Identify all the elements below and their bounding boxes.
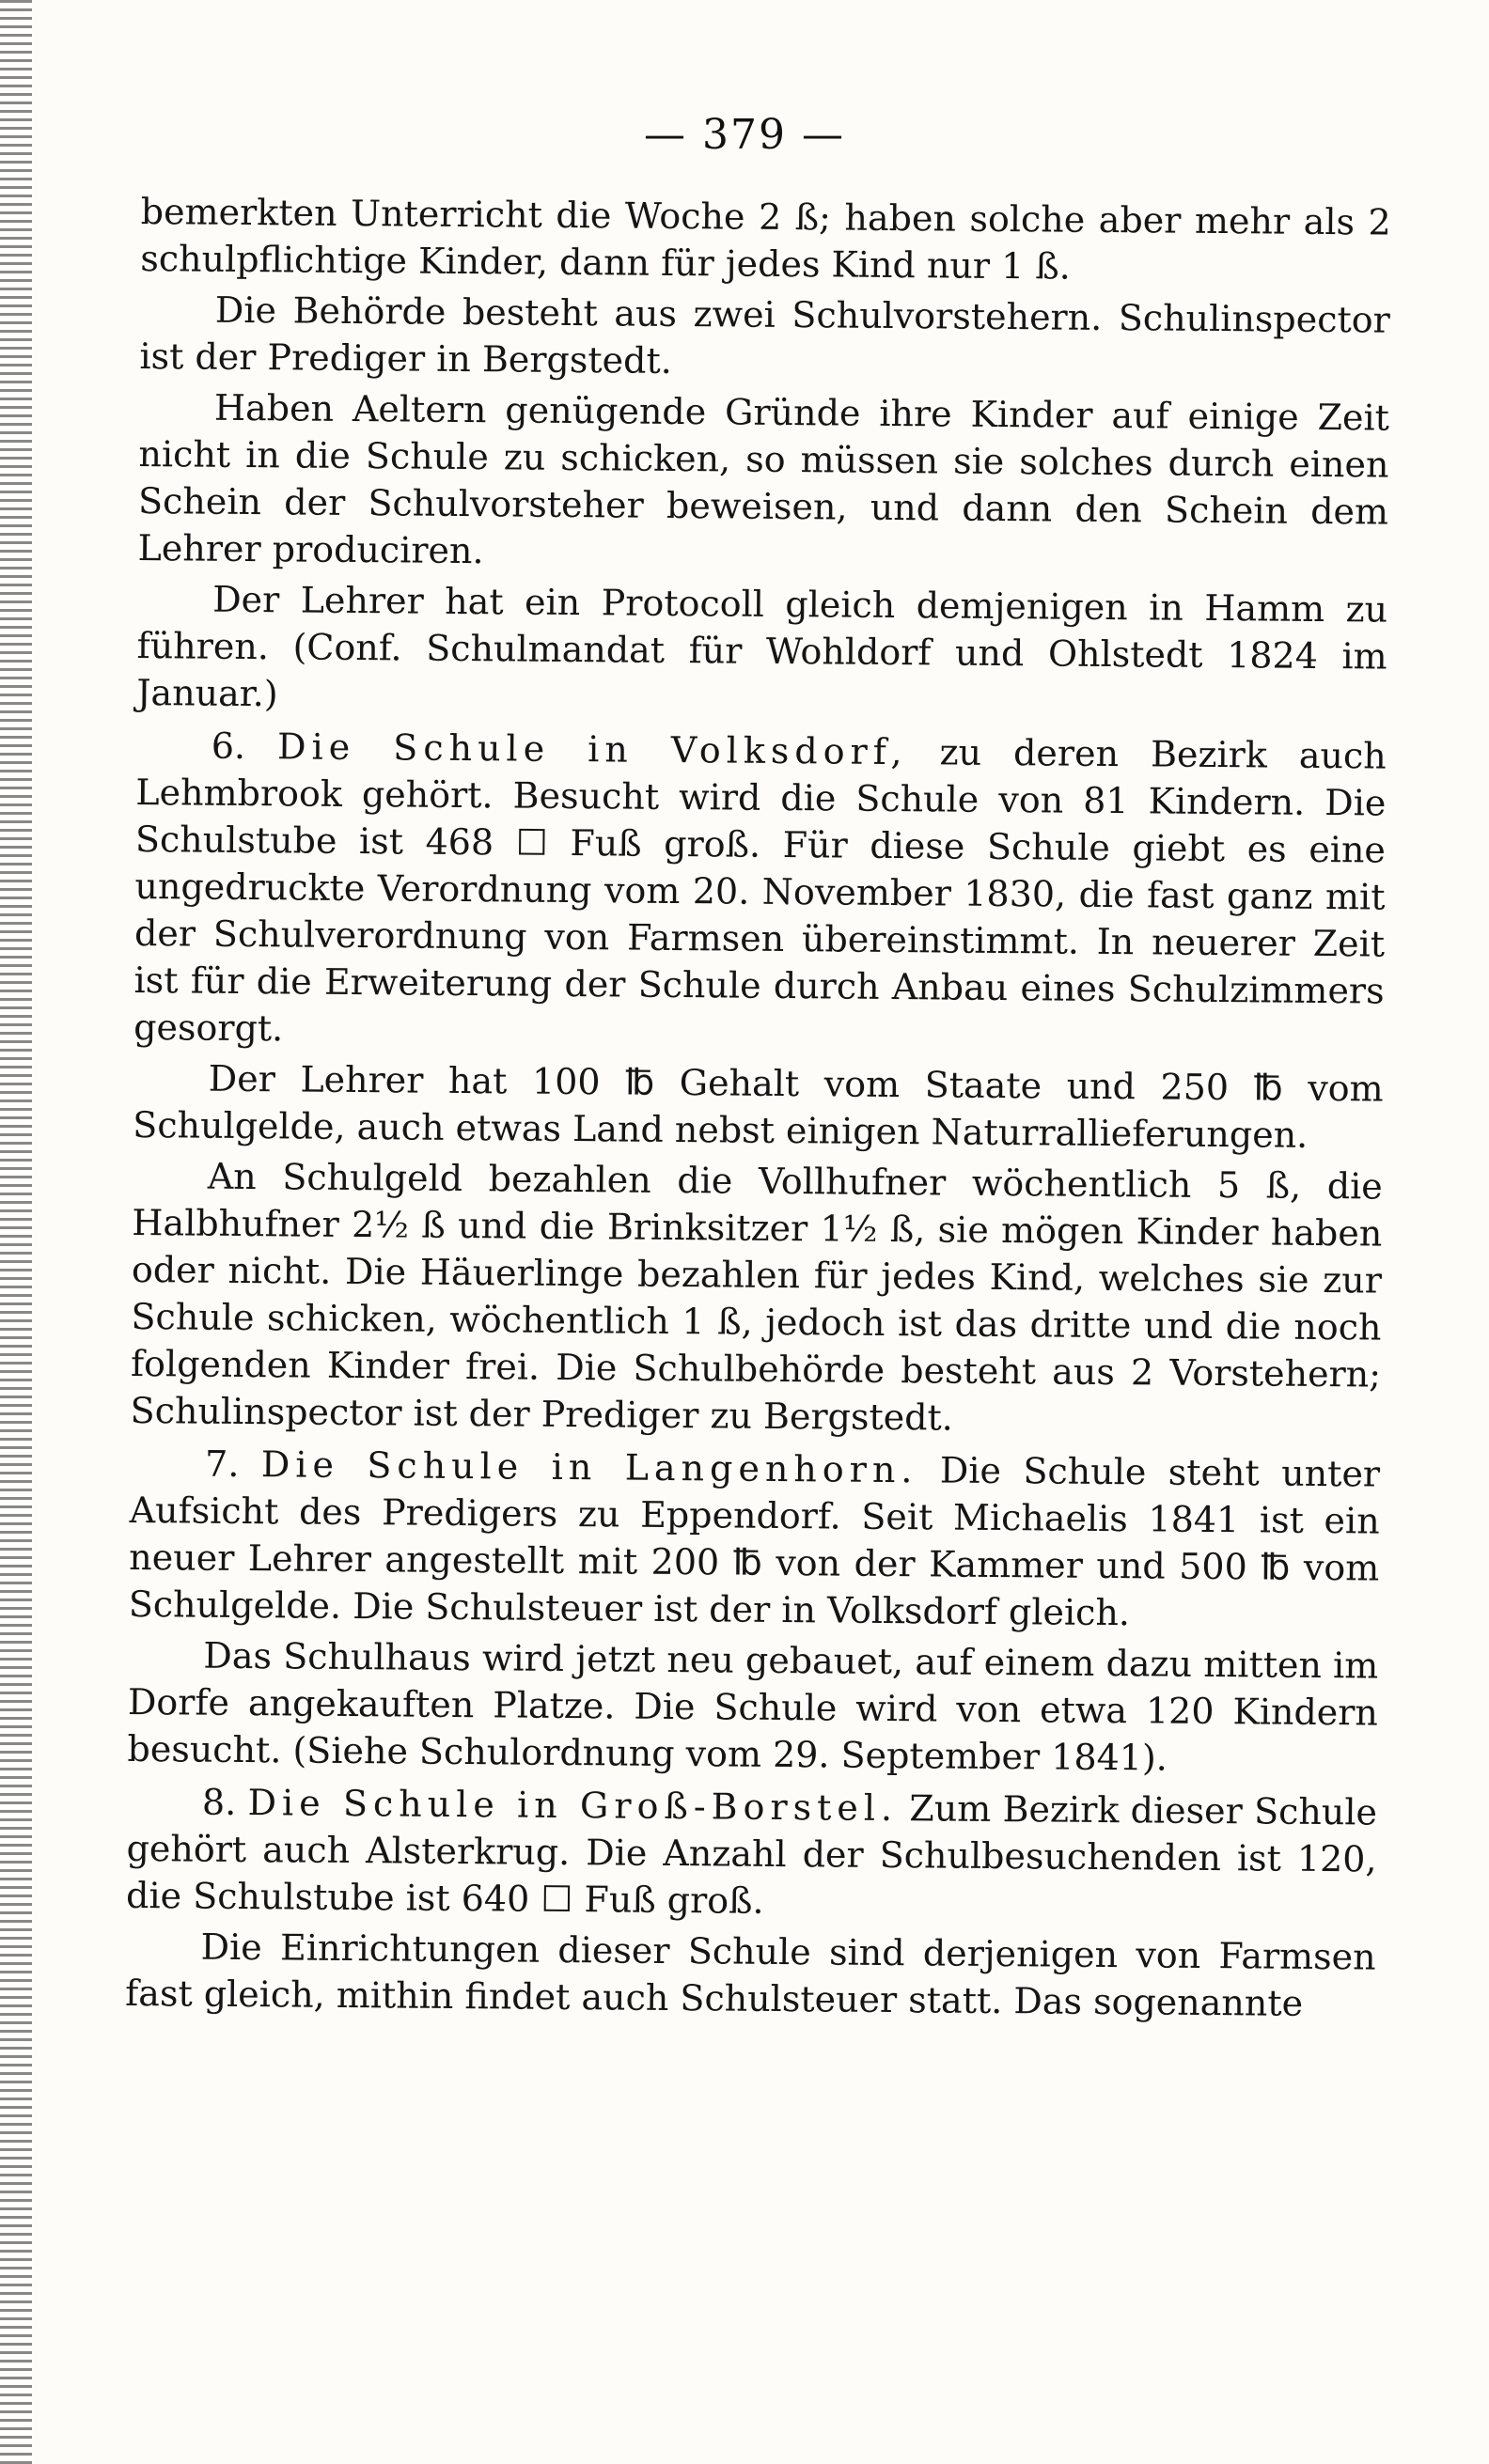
paragraph: Die Behörde besteht aus zwei Schulvorstehern. Schulinspector ist der Prediger in Bergstedt. xyxy=(139,289,1391,382)
section-heading: Die Schule in Langenhorn. xyxy=(260,1443,918,1491)
section-8 xyxy=(126,1778,1377,1930)
paragraph: An Schulgeld bezahlen die Vollhufner wöchentlich 5 ß, die Halbhufner 2½ ß und die Brinksitzer 1½ ß, sie mögen Kinder haben oder nicht. Die Häuerlinge bezahlen für jedes Kind, welches sie zur Schule schicken, wöchentlich 1 ß, jedoch ist das dritte und die noch folgenden Kinder frei. Die Schulbehörde besteht aus 2 Vorstehern; Schulinspector ist der Prediger zu Bergstedt. xyxy=(130,1155,1383,1439)
section-heading: Die Schule in Volksdorf, xyxy=(276,725,908,773)
body-text xyxy=(125,188,1391,2032)
paragraph: bemerkten Unterricht die Woche 2 ß; haben solche aber mehr als 2 schulpflichtige Kinder, dann für jedes Kind nur 1 ß. xyxy=(140,190,1391,288)
paragraph: Die Einrichtungen dieser Schule sind derjenigen von Farmsen fast gleich, mithin findet auch Schulsteuer statt. Das sogenannte xyxy=(125,1926,1376,2024)
section-number: 7. xyxy=(204,1443,240,1485)
section-number: 8. xyxy=(201,1781,237,1823)
section-6 xyxy=(133,722,1387,1062)
paragraph: Der Lehrer hat 100 ℔ Gehalt vom Staate und 250 ℔ vom Schulgelde, auch etwas Land nebst einigen Naturrallieferungen. xyxy=(133,1057,1384,1156)
section-text: zu deren Bezirk auch Lehmbrook gehört. Besucht wird die Schule von 81 Kindern. Die Schulstube ist 468 ☐ Fuß groß. Für diese Schule giebt es eine ungedruckte Verordnung vom 20. November 1830, die fast ganz mit der Schulverordnung von Farmsen übereinstimmt. In neuerer Zeit ist für die Erweiterung der Schule durch Anbau eines Schulzimmers gesorgt. xyxy=(133,731,1387,1050)
page-number: — 379 — xyxy=(644,111,845,159)
paragraph: Haben Aeltern genügende Gründe ihre Kinder auf einige Zeit nicht in die Schule zu schicken, so müssen sie solches durch einen Schein der Schulvorsteher beweisen, und dann den Schein dem Lehrer produciren. xyxy=(137,386,1390,572)
section-number: 6. xyxy=(211,725,246,767)
paragraph: Der Lehrer hat ein Protocoll gleich demjenigen in Hamm zu führen. (Conf. Schulmandat für Wohldorf und Ohlstedt 1824 im Januar.) xyxy=(136,578,1388,715)
section-7 xyxy=(129,1440,1381,1639)
section-text: Die Schule steht unter Aufsicht des Predigers zu Eppendorf. Seit Michaelis 1841 ist ein neuer Lehrer angestellt mit 200 ℔ von der Kammer und 500 ℔ vom Schulgelde. Die Schulsteuer ist der in Volksdorf gleich. xyxy=(128,1449,1381,1634)
binding-edge xyxy=(0,0,32,2464)
section-text: Zum Bezirk dieser Schule gehört auch Alsterkrug. Die Anzahl der Schulbesuchenden ist 120, die Schulstube ist 640 ☐ Fuß groß. xyxy=(125,1787,1378,1922)
section-heading: Die Schule in Groß-Borstel. xyxy=(247,1782,899,1830)
paragraph: Das Schulhaus wird jetzt neu gebauet, auf einem dazu mitten im Dorfe angekauften Platze. Die Schule wird von etwa 120 Kindern besucht. (Siehe Schulordnung vom 29. September 1841). xyxy=(127,1634,1379,1779)
